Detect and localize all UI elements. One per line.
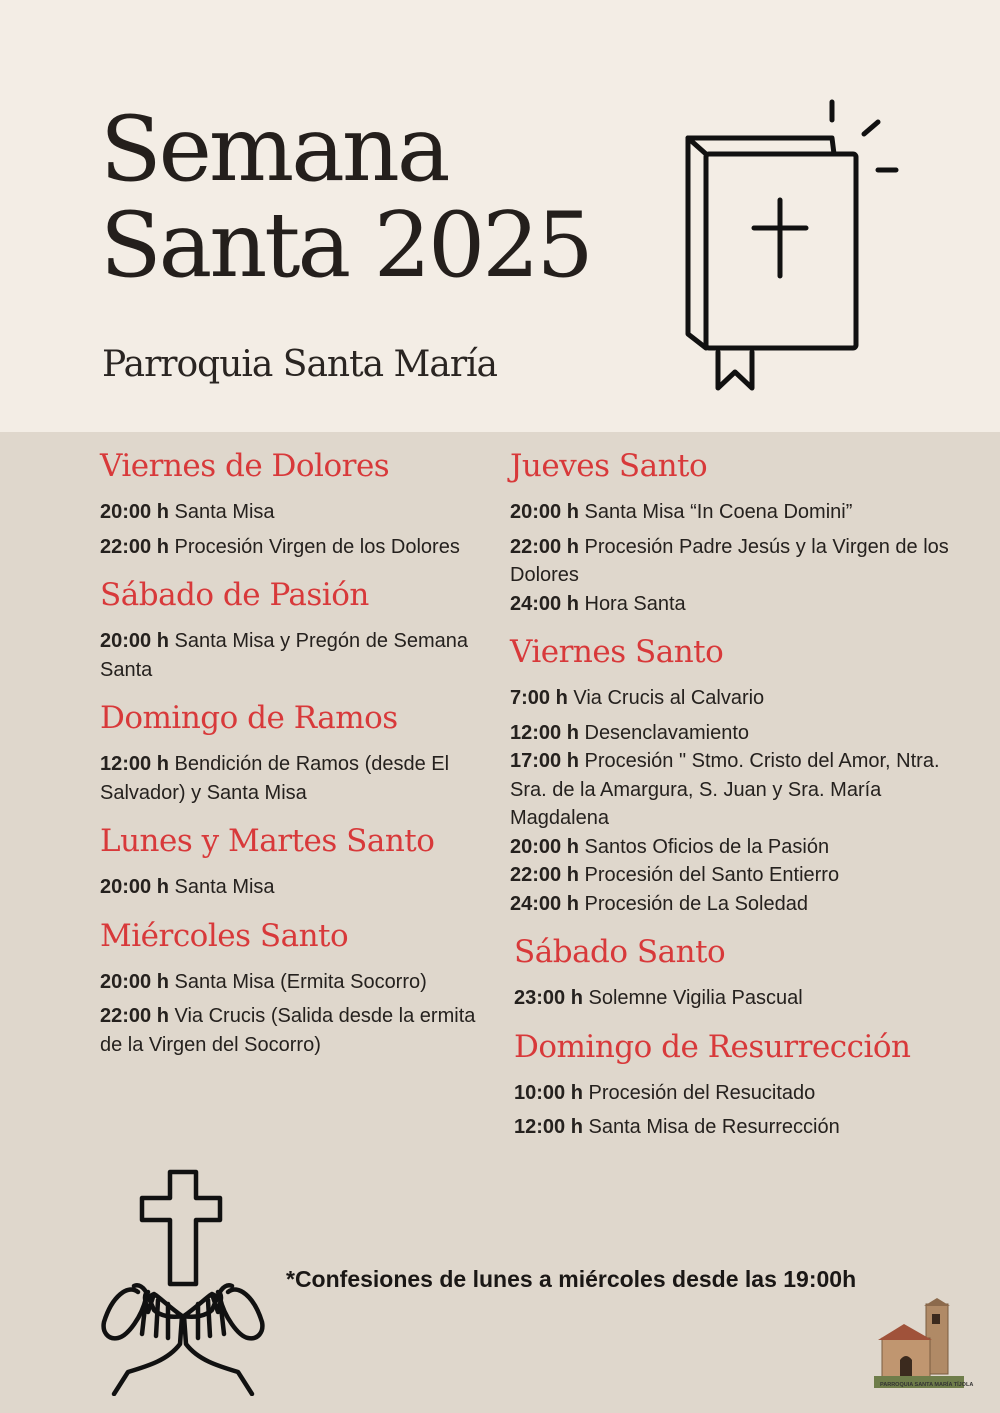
event-text: Procesión Padre Jesús y la Virgen de los Dolores (510, 535, 949, 586)
section-title: Miércoles Santo (100, 917, 349, 954)
event-time: 24:00 h (510, 592, 579, 615)
event-time: 20:00 h (100, 970, 169, 993)
event-text: Procesión de La Soledad (578, 892, 808, 915)
event-time: 17:00 h (510, 750, 579, 772)
section-lunes-y-martes-santo (100, 815, 480, 902)
section-title: Viernes Santo (510, 634, 724, 670)
section-miercoles-santo (100, 910, 480, 1060)
section-sabado-de-pasion (100, 569, 480, 684)
church-photo (874, 1298, 974, 1388)
event-item (100, 968, 480, 997)
section-jueves-santo (510, 440, 950, 618)
event-time: 22:00 h (100, 1005, 169, 1027)
event-text: Procesión del Santo Entierro (578, 864, 840, 886)
section-viernes-de-dolores (100, 440, 480, 561)
event-item (510, 719, 950, 748)
event-text: Procesión del Resucitado (582, 1081, 816, 1104)
event-time: 23:00 h (514, 987, 583, 1009)
event-text: Santa Misa (168, 501, 275, 523)
event-time: 10:00 h (514, 1081, 583, 1104)
hands-cross-icon (98, 1166, 268, 1396)
event-text: Desenclavamiento (578, 721, 750, 744)
event-text: Procesión " Stmo. Cristo del Amor, Ntra. Sra. de la Amargura, S. Juan y Sra. María Magdalena (510, 750, 940, 829)
event-text: Bendición de Ramos (desde El Salvador) y Santa Misa (100, 753, 450, 804)
event-time: 22:00 h (510, 535, 579, 558)
section-title: Domingo de Resurrección (514, 1028, 911, 1065)
section-title: Viernes de Dolores (100, 448, 390, 484)
title-line-1: Semana (100, 97, 448, 202)
event-text: Solemne Vigilia Pascual (582, 987, 803, 1009)
event-time: 20:00 h (100, 630, 169, 652)
event-time: 20:00 h (100, 876, 169, 898)
event-item (514, 984, 950, 1013)
event-item (510, 498, 950, 527)
event-time: 12:00 h (510, 721, 579, 744)
event-item (100, 873, 480, 902)
event-time: 20:00 h (100, 501, 169, 523)
page-title (100, 97, 591, 298)
event-item (510, 890, 950, 919)
left-column (100, 440, 480, 1059)
event-text: Santos Oficios de la Pasión (578, 835, 830, 858)
section-viernes-santo (510, 626, 950, 918)
header-band (0, 0, 1000, 432)
section-title: Sábado Santo (514, 934, 726, 970)
section-domingo-de-ramos (100, 692, 480, 807)
event-item (510, 747, 950, 833)
event-time: 12:00 h (514, 1116, 583, 1138)
event-time: 12:00 h (100, 753, 169, 775)
event-item (100, 1002, 480, 1059)
event-text: Procesión Virgen de los Dolores (168, 535, 460, 558)
page-subtitle: Parroquia Santa María (102, 344, 498, 385)
event-item (100, 498, 480, 527)
right-column (510, 440, 950, 1142)
title-line-2: Santa 2025 (100, 193, 591, 298)
event-item (510, 684, 950, 713)
section-domingo-de-resurreccion (514, 1021, 950, 1142)
event-item (510, 861, 950, 890)
event-text: Santa Misa y Pregón de Semana Santa (100, 630, 468, 681)
event-time: 20:00 h (510, 835, 579, 858)
event-item (100, 750, 480, 807)
section-title: Domingo de Ramos (100, 700, 398, 736)
event-item (510, 590, 950, 619)
event-time: 20:00 h (510, 501, 579, 523)
event-item (514, 1113, 950, 1142)
church-caption: PARROQUIA SANTA MARÍA TÍJOLA (880, 1382, 974, 1388)
event-time: 22:00 h (100, 535, 169, 558)
event-text: Via Crucis (Salida desde la ermita de la Virgen del Socorro) (100, 1005, 476, 1056)
event-text: Santa Misa “In Coena Domini” (578, 501, 853, 523)
event-text: Santa Misa (Ermita Socorro) (168, 970, 427, 993)
event-text: Via Crucis al Calvario (567, 687, 765, 709)
event-time: 22:00 h (510, 864, 579, 886)
event-text: Hora Santa (578, 592, 686, 615)
event-item (510, 833, 950, 862)
bible-icon (680, 96, 910, 396)
event-text: Santa Misa (168, 876, 275, 898)
section-title: Jueves Santo (510, 448, 708, 484)
event-time: 7:00 h (510, 687, 568, 709)
event-time: 24:00 h (510, 892, 579, 915)
event-item (100, 533, 480, 562)
section-sabado-santo (514, 926, 950, 1013)
event-item (100, 627, 480, 684)
event-item (510, 533, 950, 590)
section-title: Lunes y Martes Santo (100, 823, 435, 859)
event-text: Santa Misa de Resurrección (582, 1116, 840, 1138)
event-item (514, 1079, 950, 1108)
section-title: Sábado de Pasión (100, 577, 369, 613)
confession-note: *Confesiones de lunes a miércoles desde las 19:00h (286, 1266, 857, 1292)
